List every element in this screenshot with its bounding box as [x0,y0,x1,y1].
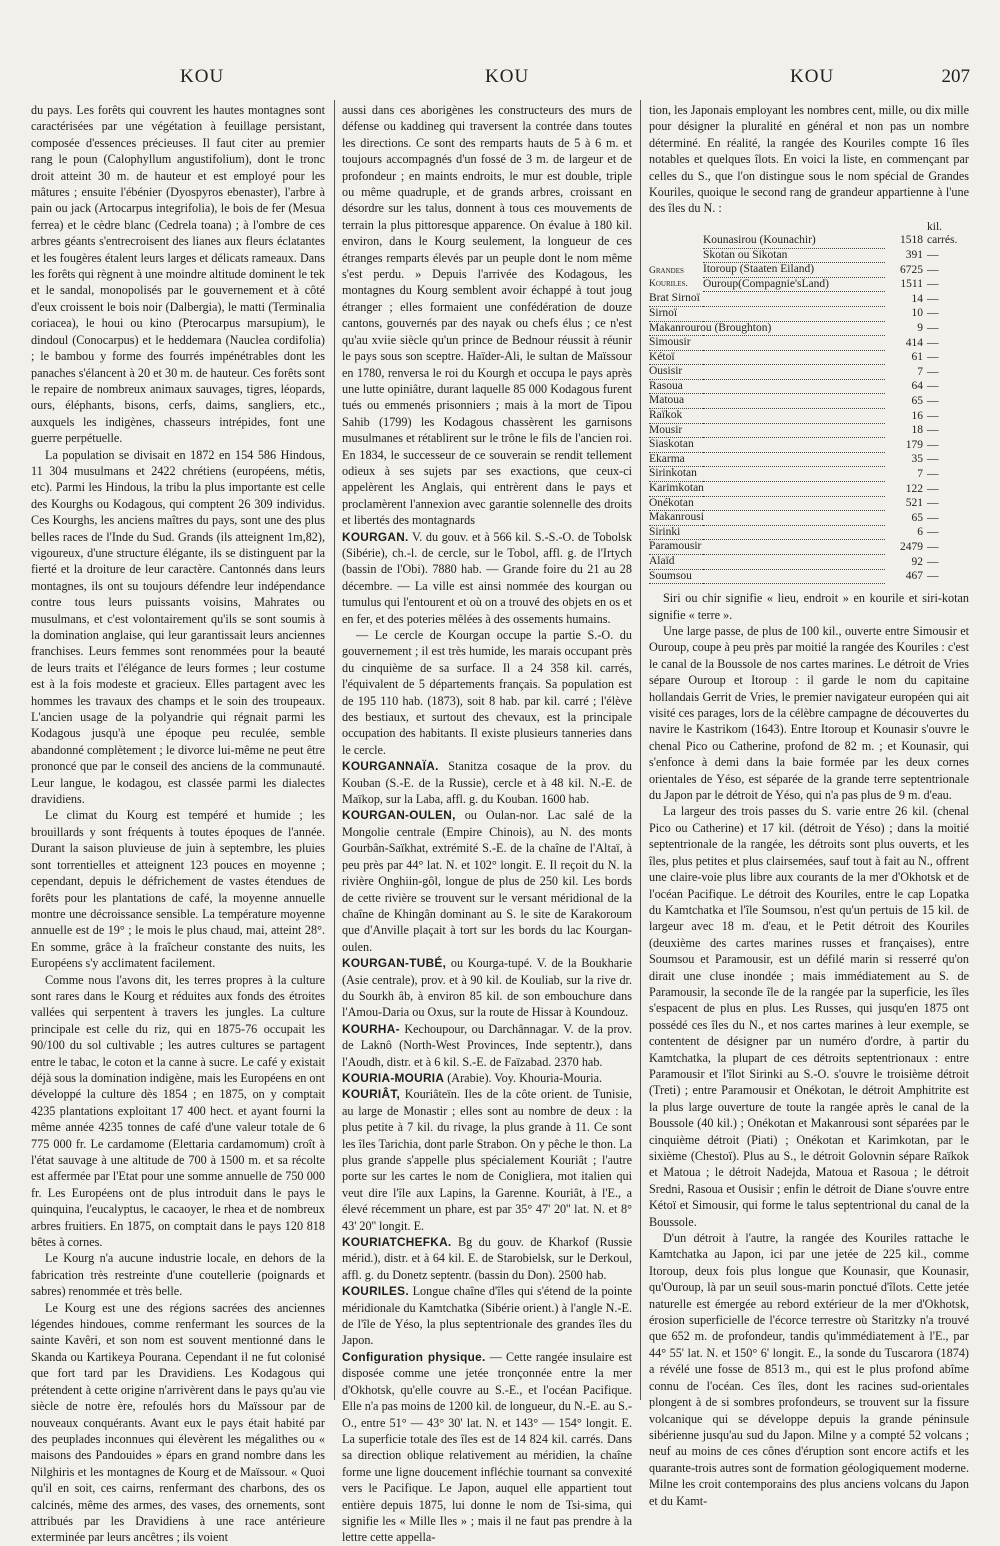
island-name: Matoua [649,394,685,407]
dictionary-entry [342,758,632,807]
entry-headword: KOURIATCHEFKA. [342,1235,452,1250]
island-name: Sirinkotan [649,467,697,480]
entry-headword: KOURHA- [342,1021,400,1036]
dictionary-entry [342,529,632,627]
column-3 [649,102,969,1508]
page-number: 207 [941,66,970,87]
island-area: 1511 [900,278,923,291]
island-area: 122 [905,482,923,495]
entry-text: Longue chaîne d'îles qui s'étend de la pointe méridionale du Kamtchatka (Sibérie orient.) à l'angle N.-E. de l'île de Yéso, la plus septentrionale des grandes îles du Japon. [342,1284,633,1348]
paragraph: Le Kourg est une des régions sacrées des anciennes légendes hindoues, comme renfermant les sources de la sainte Kavêri, et son nom est souvent mentionné dans le Skanda ou Kartikeya Pourana. Cependant il ne fut colonisé que fort tard par les Dravidiens. Les Kodagous qui prétendent à cette origine n'arrivèrent dans le pays qu'au vie siècle de notre ère, refoulés hors du Maïssour par de nouveaux conquérants. Avant eux le pays était habité par des peuplades inconnues qui élevèrent les mégalithes ou « maisons des Pandouides » épars en grand nombre dans les Nilghiris et les montagnes de Kourg et de Maïssour. « Quoi qu'il en soit, ces cairns, renfermant des charbons, des os calcinés, même des armes, des vases, des ornements, sont attribués par les Dravidiens à une race antérieure exterminée par leurs ancêtres ; ils voient [31,1300,325,1545]
island-area: 18 [911,424,923,437]
running-head-left: KOU [180,66,225,87]
entry-text: Stanitza cosaque de la prov. du Kouban (S.-E. de la Russie), cercle et à 48 kil. N.-E. de Maïkop, sur la Laba, affl. g. du Kouban. 1600 hab. [342,759,632,807]
paragraph: La largeur des trois passes du S. varie entre 26 kil. (chenal Pico ou Catherine) et 17 kil. (détroit de Yéso) ; dans la moitié septentrionale de la rangée, les détroits sont plus ouverts, et les îles, plus petites et plus clairsemées, sauf tout à fait au N., offrent une claire-voie plus libre aux courants de la mer d'Okhotsk et de l'océan Pacifique. Le détroit des Kouriles, entre le cap Lopatka du Kamtchatka et l'île Soumsou, n'est qu'un pertuis de 15 kil. de largeur avec 18 m. d'eau, et le Petit détroit des Kouriles (deuxième des cartes marines russes et françaises), entre Soumsou et Paramousir, est un défilé marin si resserré qu'on dirait une cluse inondée ; mais immédiatement au S. de Paramousir, la seconde île de la rangée par la superficie, les îles s'espacent de plus en plus. Les Russes, qui jusqu'en 1875 ont possédé ces îles du N., et nos cartes marines à leur exemple, se contentent de désigner par un numéro d'ordre, à partir du Kamtchatka, la plupart de ces détroits septentrionaux : entre Paramousir et l'îlot Sirinki au S.-O. s'ouvre le troisième détroit (Treti) ; entre Paramousir et Onékotan, le détroit Amphitrite est la plus large ouverture de toute la rangée après le canal de la Boussole (40 kil.) ; Onékotan et Makanrousi sont séparées par le cinquième détroit (Piati) ; Onékotan et Karimkotan, par le sixième (Chestoï). Plus au S., le détroit Golovnin sépare Raïkok et Matoua ; le détroit Nadejda, Matoua et Rasoua ; le détroit Sredni, Rasoua et Ousisir ; enfin le détroit de Diane s'ouvre entre Kétoï et Simousir, qui forme le talus septentrional du canal de la Boussole. [649,804,969,1229]
column-rule [334,100,335,1400]
area-unit: — [927,409,939,422]
island-row [649,409,969,424]
island-area: 64 [911,380,923,393]
island-name: Raïkok [649,409,683,422]
entry-text: V. du gouv. et à 566 kil. S.-S.-O. de Tobolsk (Sibérie), ch.-l. de cercle, sur le Tobol, affl. g. de l'Irtych (bassin de l'Obi). 7880 hab. — Grande foire du 21 au 28 décembre. — La ville est ainsi nommée des kourgan ou tumulus qui l'entourent et où on a trouvé des objets en os et en fer, et des poteries mêlées à des ossements humains. [342,529,632,626]
island-row [649,511,969,526]
paragraph: Siri ou chir signifie « lieu, endroit » en kourile et siri-kotan signifie « terre ». [649,591,969,622]
island-area: 1518 [900,234,923,247]
island-name: Karimkotan [649,482,704,495]
island-area: 10 [911,307,923,320]
area-unit: — [927,540,939,553]
area-unit: — [927,467,939,480]
area-unit: — [927,497,939,510]
island-area: 65 [911,511,923,524]
island-area: 9 [917,322,923,334]
area-unit: — [927,278,939,291]
area-unit: — [927,424,939,437]
island-name: Paramousir [649,540,702,553]
dictionary-entry [342,1234,632,1283]
paragraph: La population se divisait en 1872 en 154 586 Hindous, 11 304 musulmans et 2422 chrétiens (européens, métis, etc). Parmi les Hindous, la tribu la plus importante est celle des Kourghs ou Kodagous, qui comptent 26 309 individus. Ces Kourghs, les anciens maîtres du pays, sont une des plus belles races de l'Inde du Sud. Grands (ils atteignent 1m,82), vigoureux, d'une structure élégante, ils se distinguent par la fierté et la droiture de leur caractère. Cantonnés dans leurs montagnes, ils ont su toujours défendre leur indépendance contre tous leurs puissants voisins, Mahrates ou musulmans, et c'est volontairement qu'ils se sont soumis à la domination anglaise, qui leur garantissait leurs anciennes franchises. Leurs femmes sont renommées pour la beauté de leurs traits et l'élégance de leurs formes ; leur costume est à la fois modeste et gracieux. Elles partagent avec les hommes les travaux des champs et le soin des troupeaux. L'ancien usage de la polyandrie qui régnait parmi les Kodagous jusqu'à une époque peu reculée, semble abandonné complètement ; le divorce lui-même ne peut être prononcé que par le conseil des anciens de la communauté. Leur langue, le kodagou, est classée parmi les dialectes dravidiens. [31,447,325,807]
island-row [649,496,969,511]
dictionary-entry [342,1283,632,1349]
area-unit: — [927,380,939,393]
island-area: 391 [905,249,923,262]
island-area: 92 [911,555,923,568]
paragraph: Le climat du Kourg est tempéré et humide ; les brouillards y sont fréquents à toutes époques de l'année. Durant la saison pluvieuse de juin à septembre, les pluies sont torrentielles et atteignent 123 pouces en moyenne ; cependant, depuis le défrichement de vastes étendues de forêts pour les plantations de café, la moyenne annuelle montre une décroissance sensible. La température moyenne annuelle est de 19° ; le mois le plus chaud, mai, atteint 28°. En somme, grâce à la fraîcheur constante des nuits, les Européens s'y acclimatent facilement. [31,808,325,971]
area-unit: — [927,351,939,364]
island-row [649,394,969,409]
island-name: Alaïd [649,555,675,567]
area-unit: — [927,453,939,466]
column-rule [640,100,641,1400]
running-head-right: KOU [790,66,835,87]
entry-text: Kouriâteïn. Iles de la côte orient. de Tunisie, au large de Monastir ; elles sont au nombre de deux : la plus petite à 7 kil. du rivage, la plus grande à 11. Ce sont les îles Tarichia, dont parle Strabon. On y pêche le thon. La plus grande s'appelle plus spécialement Kouriât ; l'autre porte sur les cartes le nom de Conigliera, mot italien qui veut dire l'île aux Lapins, la Garenne. Kouriât, à l'E., a élevé récemment un phare, est par 35° 47' 20'' lat. N. et 8° 43' 20'' longit. E. [342,1087,632,1233]
entry-headword: KOURILES. [342,1284,409,1299]
island-row [649,221,969,248]
island-name: Simousir [649,336,691,349]
entry-headword: KOURGANNAÏA. [342,759,439,774]
island-area: 467 [905,570,923,583]
island-row [649,525,969,540]
paragraph: aussi dans ces aborigènes les constructeurs des murs de défense ou kaddineg qui traversent la contrée dans toutes les directions. Ce sont des remparts hauts de 5 à 6 m. et toujours accompagnés d'un fossé de 3 m. de largeur et de profondeur ; en maints endroits, le mur est double, triple ou même quadruple, et de grands arbres, croissant en désordre sur les talus, donnent à tous ces mouvements de terrain la plus pittoresque apparence. On évalue à 180 kil. environ, dans le Kourg seulement, la longueur de ces étranges remparts élevés par un peuple dont le nom même s'est perdu. » Depuis l'arrivée des Kodagous, les montagnes du Kourg semblent avoir échappé à tout joug étranger ; elles formaient une confédération de douze cantons, gouvernés par des nayak ou chefs élus ; ce n'est qu'au xviie siècle qu'un prince de Bednour réussit à réunir le pays sous son sceptre. Haïder-Ali, le sultan de Maïssour en 1780, renversa le roi du Kourgh et occupa le pays après une lutte opiniâtre, durant laquelle 85 000 Kodagous furent tués ou emmenés prisonniers ; mais à la mort de Tipou Sahib (1799) les Kodagous chassèrent les garnisons musulmanes et rétablirent sur le trône le fils de l'ancien roi. En 1834, le successeur de ce souverain se rendit tellement odieux à ses sujets par ses exactions, que ceux-ci appelèrent les Anglais, qui entrèrent dans le pays et proclamèrent l'annexion avec garantie solennelle des droits et libertés des montagnards [342,103,632,528]
island-row [649,452,969,467]
island-row [649,379,969,394]
paragraph: Une large passe, de plus de 100 kil., ouverte entre Simousir et Ouroup, coupe à peu près par moitié la rangée des Kouriles : c'est le canal de la Boussole de nos cartes marines. Le détroit de Vries sépare Ouroup et Itoroup : il garde le nom du capitaine hollandais Gerrit de Vries, le premier navigateur européen qui ait visité ces parages, lors de la célèbre campagne de découvertes du navire le Kastrikom (1643). Entre Itoroup et Kounasir s'ouvre le chenal Pico ou Catherine, profond de 82 m. ; et Kounasir, qui s'enfonce à demi dans la baie formée par les deux cornes orientales de Yéso, est séparée de la grande terre septentrionale du Japon par le détroit de Yéso, qui n'a pas plus de 9 m. d'eau. [649,624,969,803]
column-1 [31,102,325,1545]
island-area: 65 [911,394,923,407]
area-unit: — [927,570,939,583]
island-name: Ousisir [649,365,683,378]
entry-text: — Cette rangée insulaire est disposée comme une jetée tronçonnée entre la mer d'Okhotsk, qu'elle couvre au S.-E., et l'océan Pacifique. Elle n'a pas moins de 1200 kil. de longueur, du N.-E. au S.-O., entre 51° — 43° 30' lat. N. et 143° — 154° longit. E. La superficie totale des îles est de 14 824 kil. carrés. Dans sa direction oblique relativement au méridien, la chaîne forme une ligne doucement infléchie tournant sa convexité vers le Pacifique. Le Japon, auquel elle appartient tout entière depuis 1875, lui donne le nom de Tsi-sima, qui signifie les « Mille Iles » ; mais il ne faut pas prendre à la lettre cette appella- [342,1349,633,1545]
island-name: Onékotan [649,496,694,509]
island-name: Ekarma [649,452,685,465]
island-row [649,350,969,365]
island-row [649,423,969,438]
island-area: 61 [911,351,923,364]
dictionary-entry [342,1070,632,1086]
area-unit: — [927,307,939,320]
dictionary-entry [342,1349,632,1546]
island-name: Brat Sirnoï [649,292,700,305]
island-area: 414 [905,336,923,349]
island-row [649,292,969,307]
paragraph: Le Kourg n'a aucune industrie locale, en dehors de la fabrication très restreinte d'une coutellerie (poignards et sabres) renommée et très belle. [31,1251,325,1299]
dictionary-entry [342,955,632,1021]
area-unit: — [927,526,939,539]
island-area: 6 [917,526,923,539]
island-name: Makanrourou (Broughton) [649,321,772,334]
entry-headword: KOURGAN. [342,529,409,544]
island-name: Sirnoï [649,306,678,319]
dictionary-entry [342,1086,632,1234]
entry-headword: KOURIÂT, [342,1087,401,1102]
column-2 [342,102,633,1545]
paragraph: D'un détroit à l'autre, la rangée des Kouriles rattache le Kamtchatka au Japon, ici par une jetée de 225 kil., comme Itoroup, deux fois plus longue que Kounasir, que Kounasir, qu'Ouroup, là par un seuil sous-marin ponctué d'îlots. Cette jetée naturelle est émergée au rebord extérieur de la mer d'Okhotsk, érosion superficielle de l'écorce terrestre où Staritzky n'a trouvé que 652 m. de profondeur, tandis qu'immédiatement à l'E., par 44° 55' lat. N. et 150° 6' longit. E., la sonde du Tuscarora (1874) a révélé une fosse de 8513 m., qui est le plus profond abîme connu de l'océan. Ces îles, dont les racines sud-orientales plongent à de si sombres profondeurs, se trouvent sur la fissure volcanique qui se développe depuis la grande péninsule sibérienne jusqu'au sud du Japon. Milne y a compté 52 volcans ; neuf au moins de ces cônes d'éruption sont encore actifs et les quarante-trois autres sont de formation géologiquement moderne. Milne les croit contemporains des plus anciens volcans du Japon et du Kamt- [649,1231,969,1508]
island-row [649,569,969,584]
island-area: 521 [905,497,923,510]
dictionary-entry [342,627,632,758]
island-row [649,540,969,555]
island-area: 7 [917,365,923,378]
entry-headword: Configuration physique. [342,1349,486,1364]
entry-text: — Le cercle de Kourgan occupe la partie S.-O. du gouvernement ; il est très humide, les marais occupant près du cinquième de sa surface. Il a 24 358 kil. carrés, l'équivalent de 5 départements français. Sa population est de 195 110 hab. (1873), soit 8 hab. par kil. carré ; l'élève des bestiaux, et surtout des chevaux, est la principale occupation des habitants. Il existe plusieurs tanneries dans le cercle. [342,628,632,757]
dictionary-entry [342,807,632,955]
entry-text: ou Oulan-nor. Lac salé de la Mongolie centrale (Empire Chinois), au N. des monts Gourbân-Saïkhat, extrémité S.-E. de la chaîne de l'Altaï, à peu près par 44° lat. N. et 102° longit. E. Il reçoit du N. la rivière Onghiin-gôl, longue de plus de 250 kil. Les bords de cette rivière se trouvent sur le versant méridional de la chaîne de Khingân dominant au S. le site de Karakoroum que d'Anville plaçait à tort sur les bords du lac Kourgan-oulen. [342,808,632,954]
area-unit: — [927,394,939,407]
area-unit: — [927,336,939,349]
island-row [649,321,969,336]
page-header [30,66,970,90]
area-unit: — [927,555,939,568]
island-name: Mousir [649,423,683,436]
running-head-center: KOU [485,66,530,87]
island-name: Rasoua [649,379,683,392]
island-area: 35 [911,453,923,466]
island-area: 14 [911,292,923,305]
island-row [649,467,969,482]
area-unit: — [927,263,939,276]
entry-headword: KOURGAN-OULEN, [342,808,456,823]
entry-text: Bg du gouv. de Kharkof (Russie mérid.), distr. et à 64 kil. E. de Starobielsk, sur le Derkoul, affl. g. du Donetz septentr. (bassin du Don). 2500 hab. [342,1235,633,1282]
area-unit: — [927,365,939,378]
island-name: Soumsou [649,569,692,582]
island-name: Itoroup (Staaten Eiland) [703,263,815,276]
entry-list [342,529,632,1546]
island-area: 7 [917,467,923,480]
group-label: Grandes Kouriles. [649,265,688,290]
area-unit: kil. carrés. [927,220,958,247]
entry-headword: KOURGAN-TUBÉ, [342,956,447,971]
island-name: Skotan ou Sikotan [703,248,788,261]
entry-text: Kechoupour, ou Darchânnagar. V. de la prov. de Laknô (North-West Provinces, Inde septentr.), dans l'Aoudh, distr. et à 6 kil. S.-E. de Faïzabad. 2370 hab. [342,1021,633,1069]
area-unit: — [927,322,939,334]
island-area: 16 [911,409,923,422]
entry-text: (Arabie). Voy. Khouria-Mouria. [447,1070,603,1085]
area-unit: — [927,438,939,451]
island-row [649,306,969,321]
island-name: Sirinki [649,525,681,538]
island-name: Siaskotan [649,438,694,451]
area-unit: — [927,249,939,262]
island-name: Kétoï [649,350,675,363]
entry-text: ou Kourga-tupé. V. de la Boukharie (Asie centrale), prov. et à 90 kil. de Kouliab, sur la rive dr. du Sourkh âb, à environ 85 kil. de son embouchure dans l'Amou-Daria ou Oxus, sur la route de Hissar à Koundouz. [342,956,632,1020]
island-row [649,336,969,351]
island-name: Makanrousi [649,511,704,524]
entry-headword: KOURIA-MOURIA [342,1070,445,1085]
island-area: 6725 [900,263,923,276]
island-row [649,365,969,380]
island-area: 179 [905,438,923,451]
island-area: 2479 [900,540,923,553]
island-row [649,438,969,453]
island-name: Ouroup(Compagnie'sLand) [703,277,829,290]
area-unit: — [927,482,939,495]
island-row [649,482,969,497]
island-name: Kounasirou (Kounachir) [703,233,816,246]
paragraph: tion, les Japonais employant les nombres cent, mille, ou dix mille pour désigner la pluralité en général et non pas un nombre déterminé. En réalité, la rangée des Kouriles compte 16 îles notables et quelques îlots. En voici la liste, en commençant par celles du S., que l'on distingue sous le nom spécial de Grandes Kouriles, quoique le second rang de grandeur appartienne à l'une des îles du N. : [649,103,969,216]
paragraph: du pays. Les forêts qui couvrent les hautes montagnes sont caractérisées par une végétation à feuillage persistant, composée d'essences précieuses. Il faut citer au premier rang le poun (Calophyllum angustifolium), dont le tronc droit atteint 30 m. de hauteur et est employé pour les mâtures ; ensuite l'ébénier (Dyospyros ebenaster), l'arbre à pain ou jack (Artocarpus integrifolia), le bois de fer (Mesua ferrea) et le cèdre blanc (Cedrela toana) ; à l'ombre de ces arbres géants s'entrecroisent des lianes aux fleurs éclatantes et les fougères étalent leurs larges et délicats rameaux. Dans les forêts qui règnent à une moindre altitude dominent le tek et le sandal, monopolisés par le gouvernement et à côté d'eux croissent le bois noir (Dalbergia), le matti (Terminalia coriacea), le houi ou kino (Pterocarpus marsupium), le dindoul (Conocarpus) et le heddemara (Nauclea cordifolia) ; le bambou y forme des fourrés impénétrables dont les panaches s'élancent à 20 et 30 m. de hauteur. Ces forêts sont le repaire de nombreux animaux sauvages, tigres, léopards, ours, éléphants, bisons, cerfs, daims, sangliers, etc., auxquels les indigènes, chasseurs intrépides, font une guerre perpétuelle. [31,103,325,446]
area-unit: — [927,511,939,524]
paragraph: Comme nous l'avons dit, les terres propres à la culture sont rares dans le Kourg et réduites aux fonds des étroites vallées qui serpentent à travers les jungles. La culture principale est celle du riz, qui en 1875-76 occupait les 90/100 du sol cultivable ; les autres cultures se partagent entre le tabac, le coton et la canne à sucre. Le café y existait déjà sous la domination indigène, mais les Européens en ont développé la culture dès 1854 ; en 1875, on y comptait 4235 plantations exploitant 17 400 hect. et ayant fourni la même année 4235 tonnes de café d'une valeur totale de 6 775 000 fr. Le cardamome (Elettaria cardamomum) croît à l'état sauvage à une altitude de 700 à 1500 m. et sa récolte est affermée par l'Etat pour une somme annuelle de 750 000 fr. Les Européens ont de plus introduit dans le pays le quinquina, l'eucalyptus, le cacaoyer, le rhea et de nombreux arbres fruitiers. En 1875, on comptait dans le pays 120 818 bêtes à cornes. [31,972,325,1250]
area-unit: — [927,292,939,305]
dictionary-entry [342,1021,632,1070]
islands-table [649,221,969,584]
island-row [649,555,969,570]
